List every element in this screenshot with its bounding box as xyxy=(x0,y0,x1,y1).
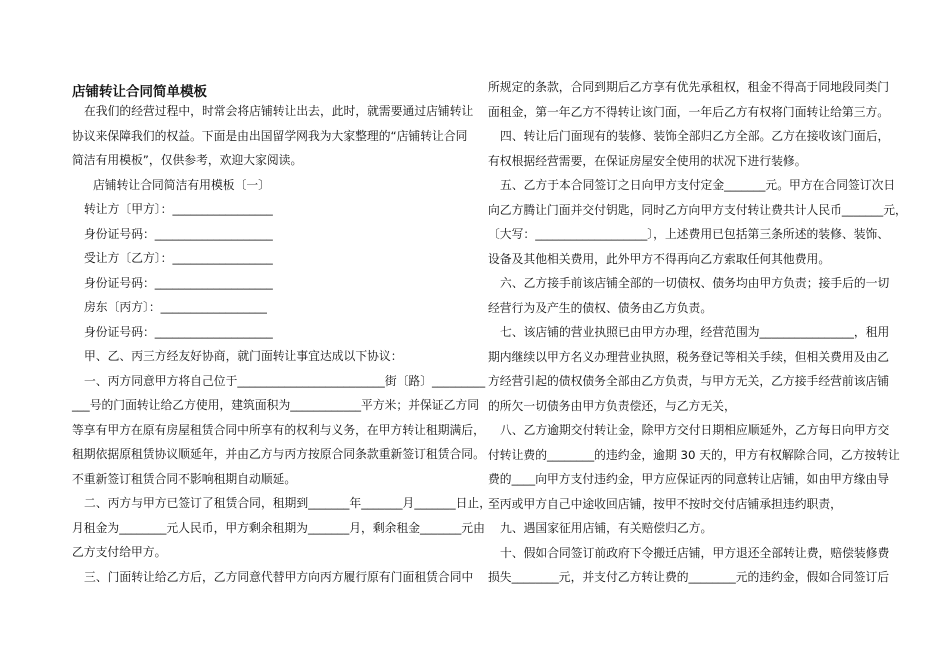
text-line: 等享有甲方在原有房屋租赁合同中所享有的权利与义务，在甲方转让租期满后， xyxy=(72,422,485,437)
text-line: 至丙或甲方自己中途收回店铺，按甲不按时交付店铺承担违约职责， xyxy=(488,496,842,511)
text-line: ___号的门面转让给乙方使用，建筑面积为____________平方米；并保证乙方同 xyxy=(72,398,479,412)
text-line: 乙方支付给甲方。 xyxy=(72,545,167,559)
text-line: 有权根据经营需要，在保证房屋安全使用的状况下进行装修。 xyxy=(488,153,807,168)
text-line: 转让方〔甲方〕：_________________ xyxy=(84,202,273,216)
text-line: 八、乙方逾期交付转让金，除甲方交付日期相应顺延外，乙方每日向甲方交 xyxy=(500,423,890,437)
text-line: 不重新签订租赁合同不影响租期自动顺延。 xyxy=(72,471,297,486)
text-line: 身份证号码：____________________ xyxy=(84,324,273,339)
text-line: 房东〔丙方〕：__________________ xyxy=(84,300,267,314)
document-title: 店铺转让合同简单模板 xyxy=(72,84,207,100)
text-line: 身份证号码：____________________ xyxy=(84,275,273,290)
text-line: 二、丙方与甲方已签订了租赁合同，租期到_______年_______月_______日止， xyxy=(84,496,491,510)
text-line: 一、丙方同意甲方将自己位于_________________________街〔路〕_________ xyxy=(84,373,486,388)
text-line: 十、假如合同签订前政府下令搬迁店铺，甲方退还全部转让费，赔偿装修费 xyxy=(500,545,890,560)
text-line: 设备及其他相关费用，此外甲方不得再向乙方索取任何其他费用。 xyxy=(488,251,831,266)
text-line: 受让方〔乙方〕：_________________ xyxy=(84,251,273,265)
text-line: 损失________元，并支付乙方转让费的________元的违约金，假如合同签订后 xyxy=(488,570,890,584)
text-line: 月租金为________元人民币，甲方剩余租期为_______月，剩余租金_______元由 xyxy=(72,520,485,535)
text-line: 身份证号码：____________________ xyxy=(84,226,273,241)
text-line: 经营行为及产生的债权、债务由乙方负责。 xyxy=(488,300,713,315)
text-line: 九、遇国家征用店铺，有关赔偿归乙方。 xyxy=(500,521,713,535)
text-line: 方经营引起的债权债务全部由乙方负责，与甲方无关，乙方接手经营前该店铺 xyxy=(488,374,890,388)
text-line: 付转让费的________的违约金，逾期 30 天的，甲方有权解除合同，乙方按转让 xyxy=(488,447,900,462)
text-line: 的所欠一切债务由甲方负责偿还，与乙方无关， xyxy=(488,398,736,413)
text-line: 店铺转让合同简洁有用模板〔一〕 xyxy=(93,177,270,192)
text-line: 租期依据原租赁协议顺延年，并由乙方与丙方按原合同条款重新签订租赁合同。 xyxy=(72,447,485,461)
text-line: 期内继续以甲方名义办理营业执照，税务登记等相关手续，但相关费用及由乙 xyxy=(488,349,890,364)
text-line: 费的____向甲方支付违约金，甲方应保证丙的同意转让店铺，如由甲方缘由导 xyxy=(488,472,890,486)
text-line: 在我们的经营过程中，时常会将店铺转让出去，此时，就需要通过店铺转让 xyxy=(84,104,474,118)
text-line: 五、乙方于本合同签订之日向甲方支付定金_______元。甲方在合同签订次日 xyxy=(500,178,896,192)
text-line: 面租金，第一年乙方不得转让该门面，一年后乙方有权将门面转让给第三方。 xyxy=(488,104,890,119)
text-line: 〔大写：___________________〕，上述费用已包括第三条所述的装修、装饰、 xyxy=(488,227,890,241)
text-line: 三、门面转让给乙方后，乙方同意代替甲方向丙方履行原有门面租赁合同中 xyxy=(84,569,474,584)
text-line: 甲、乙、丙三方经友好协商，就门面转让事宜达成以下协议： xyxy=(84,349,403,363)
text-line: 所规定的条款，合同到期后乙方享有优先承租权，租金不得高于同地段同类门 xyxy=(488,80,890,94)
text-line: 简洁有用模板”，仅供参考，欢迎大家阅读。 xyxy=(72,153,303,167)
text-line: 协议来保障我们的权益。下面是由出国留学网我为大家整理的“店铺转让合同 xyxy=(72,128,468,143)
text-line: 向乙方腾让门面并交付钥匙，同时乙方向甲方支付转让费共计人民币_______元， xyxy=(488,202,907,217)
text-line: 七、该店铺的营业执照已由甲方办理，经营范围为________________，租用 xyxy=(500,325,890,339)
text-line: 六、乙方接手前该店铺全部的一切债权、债务均由甲方负责；接手后的一切 xyxy=(500,276,890,290)
text-line: 四、转让后门面现有的装修、装饰全部归乙方全部。乙方在接收该门面后， xyxy=(500,129,890,143)
